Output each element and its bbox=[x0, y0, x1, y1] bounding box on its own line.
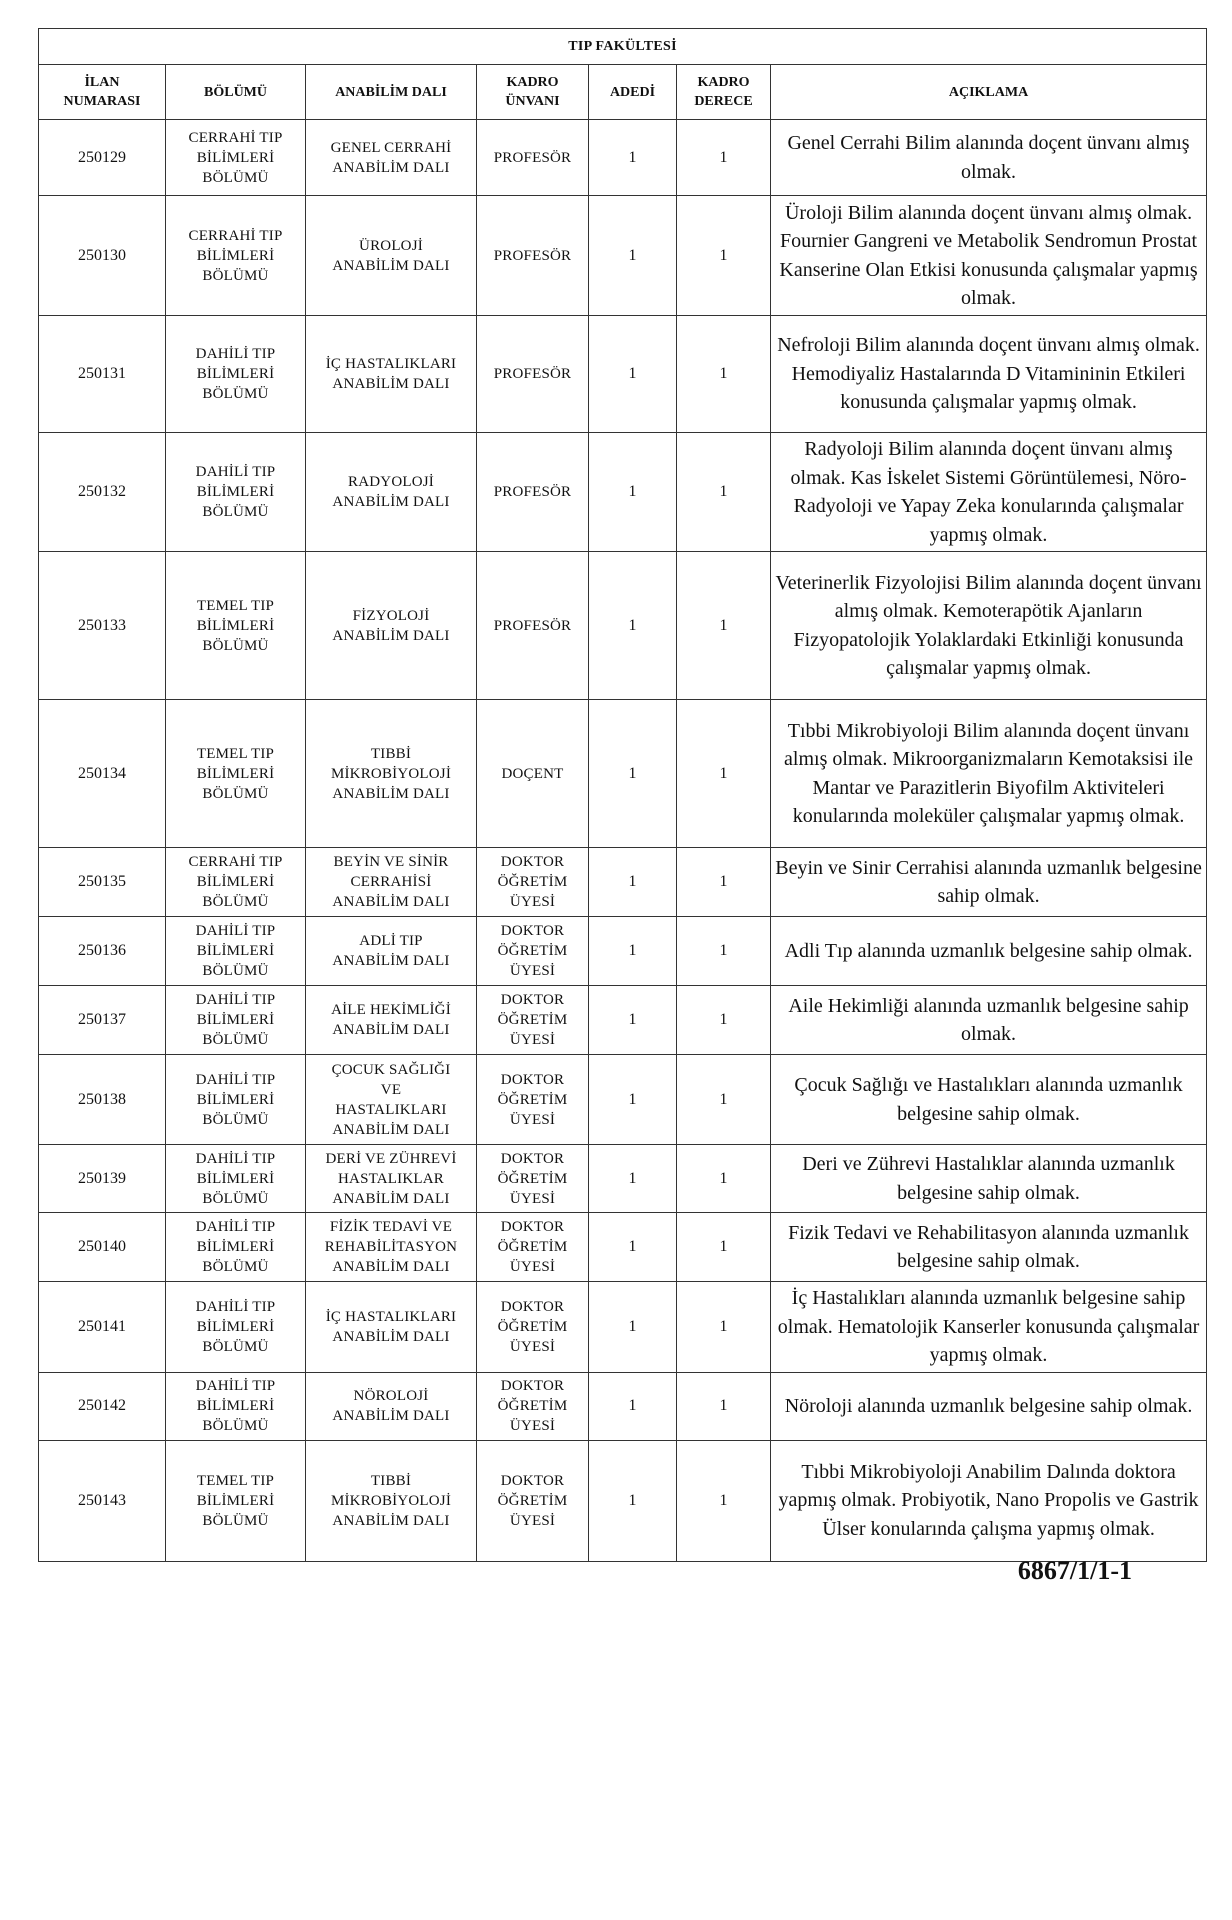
anabilim-cell: ADLİ TIP ANABİLİM DALI bbox=[306, 917, 477, 986]
kadro-unvani-cell: DOKTOR ÖĞRETİM ÜYESİ bbox=[477, 848, 589, 917]
kadro-unvani-cell: DOKTOR ÖĞRETİM ÜYESİ bbox=[477, 917, 589, 986]
anabilim-cell: FİZİK TEDAVİ VE REHABİLİTASYON ANABİLİM DALI bbox=[306, 1213, 477, 1282]
column-header-anabilim: ANABİLİM DALI bbox=[306, 65, 477, 120]
ilan-number: 250136 bbox=[39, 917, 166, 986]
aciklama-cell: Radyoloji Bilim alanında doçent ünvanı almış olmak. Kas İskelet Sistemi Görüntülemesi, Nöro-Radyoloji ve Yapay Zeka konularında çalışmalar yapmış olmak. bbox=[771, 433, 1207, 552]
anabilim-cell: TIBBİ MİKROBİYOLOJİ ANABİLİM DALI bbox=[306, 1440, 477, 1561]
bolum-cell: DAHİLİ TIP BİLİMLERİ BÖLÜMÜ bbox=[166, 1282, 306, 1373]
aciklama-cell: Aile Hekimliği alanında uzmanlık belgesine sahip olmak. bbox=[771, 986, 1207, 1055]
anabilim-cell: FİZYOLOJİ ANABİLİM DALI bbox=[306, 552, 477, 700]
table-row bbox=[39, 552, 1207, 700]
aciklama-cell: Beyin ve Sinir Cerrahisi alanında uzmanlık belgesine sahip olmak. bbox=[771, 848, 1207, 917]
derece-cell: 1 bbox=[677, 848, 771, 917]
anabilim-cell: BEYİN VE SİNİR CERRAHİSİ ANABİLİM DALI bbox=[306, 848, 477, 917]
anabilim-cell: RADYOLOJİ ANABİLİM DALI bbox=[306, 433, 477, 552]
bolum-cell: DAHİLİ TIP BİLİMLERİ BÖLÜMÜ bbox=[166, 917, 306, 986]
derece-cell: 1 bbox=[677, 1440, 771, 1561]
aciklama-cell: Tıbbi Mikrobiyoloji Anabilim Dalında doktora yapmış olmak. Probiyotik, Nano Propolis ve Gastrik Ülser konularında çalışma yapmış olmak. bbox=[771, 1440, 1207, 1561]
anabilim-cell: İÇ HASTALIKLARI ANABİLİM DALI bbox=[306, 316, 477, 433]
aciklama-cell: Fizik Tedavi ve Rehabilitasyon alanında uzmanlık belgesine sahip olmak. bbox=[771, 1213, 1207, 1282]
table-row bbox=[39, 433, 1207, 552]
adedi-cell: 1 bbox=[589, 1440, 677, 1561]
aciklama-cell: Tıbbi Mikrobiyoloji Bilim alanında doçent ünvanı almış olmak. Mikroorganizmaların Kemotaksisi ile Mantar ve Parazitlerin Biyofilm Aktiviteleri konularında moleküler çalışmalar yapmış olmak. bbox=[771, 700, 1207, 848]
bolum-cell: DAHİLİ TIP BİLİMLERİ BÖLÜMÜ bbox=[166, 433, 306, 552]
anabilim-cell: ÜROLOJİ ANABİLİM DALI bbox=[306, 196, 477, 316]
derece-cell: 1 bbox=[677, 917, 771, 986]
anabilim-cell: GENEL CERRAHİ ANABİLİM DALI bbox=[306, 120, 477, 196]
kadro-unvani-cell: PROFESÖR bbox=[477, 316, 589, 433]
table-row bbox=[39, 917, 1207, 986]
bolum-cell: DAHİLİ TIP BİLİMLERİ BÖLÜMÜ bbox=[166, 1372, 306, 1440]
derece-cell: 1 bbox=[677, 1055, 771, 1145]
faculty-title: TIP FAKÜLTESİ bbox=[39, 29, 1207, 65]
kadro-unvani-cell: PROFESÖR bbox=[477, 552, 589, 700]
table-row bbox=[39, 1213, 1207, 1282]
adedi-cell: 1 bbox=[589, 1282, 677, 1373]
bolum-cell: DAHİLİ TIP BİLİMLERİ BÖLÜMÜ bbox=[166, 1055, 306, 1145]
ilan-number: 250130 bbox=[39, 196, 166, 316]
derece-cell: 1 bbox=[677, 1282, 771, 1373]
column-header-aciklama: AÇIKLAMA bbox=[771, 65, 1207, 120]
derece-cell: 1 bbox=[677, 196, 771, 316]
bolum-cell: DAHİLİ TIP BİLİMLERİ BÖLÜMÜ bbox=[166, 1213, 306, 1282]
ilan-number: 250131 bbox=[39, 316, 166, 433]
derece-cell: 1 bbox=[677, 986, 771, 1055]
ilan-number: 250143 bbox=[39, 1440, 166, 1561]
adedi-cell: 1 bbox=[589, 1372, 677, 1440]
bolum-cell: TEMEL TIP BİLİMLERİ BÖLÜMÜ bbox=[166, 1440, 306, 1561]
adedi-cell: 1 bbox=[589, 433, 677, 552]
ilan-number: 250132 bbox=[39, 433, 166, 552]
adedi-cell: 1 bbox=[589, 700, 677, 848]
aciklama-cell: Nefroloji Bilim alanında doçent ünvanı almış olmak. Hemodiyaliz Hastalarında D Vitamininin Etkileri konusunda çalışmalar yapmış olmak. bbox=[771, 316, 1207, 433]
ilan-number: 250134 bbox=[39, 700, 166, 848]
table-row bbox=[39, 1055, 1207, 1145]
ilan-number: 250137 bbox=[39, 986, 166, 1055]
aciklama-cell: İç Hastalıkları alanında uzmanlık belgesine sahip olmak. Hematolojik Kanserler konusunda çalışmalar yapmış olmak. bbox=[771, 1282, 1207, 1373]
derece-cell: 1 bbox=[677, 1213, 771, 1282]
kadro-unvani-cell: PROFESÖR bbox=[477, 433, 589, 552]
ilan-number: 250129 bbox=[39, 120, 166, 196]
kadro-unvani-cell: PROFESÖR bbox=[477, 120, 589, 196]
table-row bbox=[39, 848, 1207, 917]
adedi-cell: 1 bbox=[589, 120, 677, 196]
adedi-cell: 1 bbox=[589, 1213, 677, 1282]
ilan-number: 250140 bbox=[39, 1213, 166, 1282]
table-row bbox=[39, 120, 1207, 196]
derece-cell: 1 bbox=[677, 552, 771, 700]
derece-cell: 1 bbox=[677, 1145, 771, 1213]
table-row bbox=[39, 316, 1207, 433]
derece-cell: 1 bbox=[677, 433, 771, 552]
adedi-cell: 1 bbox=[589, 1055, 677, 1145]
derece-cell: 1 bbox=[677, 316, 771, 433]
ilan-number: 250141 bbox=[39, 1282, 166, 1373]
kadro-unvani-cell: DOKTOR ÖĞRETİM ÜYESİ bbox=[477, 1055, 589, 1145]
faculty-positions-table bbox=[38, 28, 1207, 1562]
bolum-cell: CERRAHİ TIP BİLİMLERİ BÖLÜMÜ bbox=[166, 196, 306, 316]
announcement-document bbox=[38, 28, 1206, 1562]
ilan-number: 250142 bbox=[39, 1372, 166, 1440]
derece-cell: 1 bbox=[677, 700, 771, 848]
derece-cell: 1 bbox=[677, 1372, 771, 1440]
footer-reference-code: 6867/1/1-1 bbox=[1017, 1556, 1132, 1585]
adedi-cell: 1 bbox=[589, 917, 677, 986]
bolum-cell: CERRAHİ TIP BİLİMLERİ BÖLÜMÜ bbox=[166, 848, 306, 917]
anabilim-cell: İÇ HASTALIKLARI ANABİLİM DALI bbox=[306, 1282, 477, 1373]
table-row bbox=[39, 1282, 1207, 1373]
anabilim-cell: ÇOCUK SAĞLIĞI VE HASTALIKLARI ANABİLİM DALI bbox=[306, 1055, 477, 1145]
kadro-unvani-cell: DOKTOR ÖĞRETİM ÜYESİ bbox=[477, 1282, 589, 1373]
kadro-unvani-cell: DOÇENT bbox=[477, 700, 589, 848]
bolum-cell: DAHİLİ TIP BİLİMLERİ BÖLÜMÜ bbox=[166, 316, 306, 433]
table-row bbox=[39, 986, 1207, 1055]
ilan-number: 250139 bbox=[39, 1145, 166, 1213]
table-row bbox=[39, 700, 1207, 848]
ilan-number: 250133 bbox=[39, 552, 166, 700]
anabilim-cell: NÖROLOJİ ANABİLİM DALI bbox=[306, 1372, 477, 1440]
bolum-cell: TEMEL TIP BİLİMLERİ BÖLÜMÜ bbox=[166, 552, 306, 700]
bolum-cell: CERRAHİ TIP BİLİMLERİ BÖLÜMÜ bbox=[166, 120, 306, 196]
column-header-kadro-derece: KADRO DERECE bbox=[677, 65, 771, 120]
adedi-cell: 1 bbox=[589, 316, 677, 433]
kadro-unvani-cell: DOKTOR ÖĞRETİM ÜYESİ bbox=[477, 1213, 589, 1282]
bolum-cell: DAHİLİ TIP BİLİMLERİ BÖLÜMÜ bbox=[166, 1145, 306, 1213]
column-header-ilan: İLAN NUMARASI bbox=[39, 65, 166, 120]
adedi-cell: 1 bbox=[589, 986, 677, 1055]
aciklama-cell: Veterinerlik Fizyolojisi Bilim alanında doçent ünvanı almış olmak. Kemoterapötik Ajanların Fizyopatolojik Yolaklardaki Etkinliği konusunda çalışmalar yapmış olmak. bbox=[771, 552, 1207, 700]
aciklama-cell: Üroloji Bilim alanında doçent ünvanı almış olmak. Fournier Gangreni ve Metabolik Sendromun Prostat Kanserine Olan Etkisi konusunda çalışmalar yapmış olmak. bbox=[771, 196, 1207, 316]
aciklama-cell: Çocuk Sağlığı ve Hastalıkları alanında uzmanlık belgesine sahip olmak. bbox=[771, 1055, 1207, 1145]
anabilim-cell: AİLE HEKİMLİĞİ ANABİLİM DALI bbox=[306, 986, 477, 1055]
kadro-unvani-cell: DOKTOR ÖĞRETİM ÜYESİ bbox=[477, 1372, 589, 1440]
kadro-unvani-cell: DOKTOR ÖĞRETİM ÜYESİ bbox=[477, 1145, 589, 1213]
anabilim-cell: DERİ VE ZÜHREVİ HASTALIKLAR ANABİLİM DALI bbox=[306, 1145, 477, 1213]
derece-cell: 1 bbox=[677, 120, 771, 196]
adedi-cell: 1 bbox=[589, 552, 677, 700]
aciklama-cell: Adli Tıp alanında uzmanlık belgesine sahip olmak. bbox=[771, 917, 1207, 986]
adedi-cell: 1 bbox=[589, 1145, 677, 1213]
bolum-cell: TEMEL TIP BİLİMLERİ BÖLÜMÜ bbox=[166, 700, 306, 848]
table-row bbox=[39, 1440, 1207, 1561]
column-header-bolum: BÖLÜMÜ bbox=[166, 65, 306, 120]
aciklama-cell: Nöroloji alanında uzmanlık belgesine sahip olmak. bbox=[771, 1372, 1207, 1440]
table-header-row bbox=[39, 65, 1207, 120]
table-row bbox=[39, 196, 1207, 316]
kadro-unvani-cell: DOKTOR ÖĞRETİM ÜYESİ bbox=[477, 1440, 589, 1561]
adedi-cell: 1 bbox=[589, 848, 677, 917]
column-header-kadro-unvani: KADRO ÜNVANI bbox=[477, 65, 589, 120]
ilan-number: 250138 bbox=[39, 1055, 166, 1145]
table-row bbox=[39, 1145, 1207, 1213]
adedi-cell: 1 bbox=[589, 196, 677, 316]
anabilim-cell: TIBBİ MİKROBİYOLOJİ ANABİLİM DALI bbox=[306, 700, 477, 848]
table-row bbox=[39, 1372, 1207, 1440]
kadro-unvani-cell: PROFESÖR bbox=[477, 196, 589, 316]
aciklama-cell: Deri ve Zührevi Hastalıklar alanında uzmanlık belgesine sahip olmak. bbox=[771, 1145, 1207, 1213]
ilan-number: 250135 bbox=[39, 848, 166, 917]
column-header-adedi: ADEDİ bbox=[589, 65, 677, 120]
kadro-unvani-cell: DOKTOR ÖĞRETİM ÜYESİ bbox=[477, 986, 589, 1055]
bolum-cell: DAHİLİ TIP BİLİMLERİ BÖLÜMÜ bbox=[166, 986, 306, 1055]
aciklama-cell: Genel Cerrahi Bilim alanında doçent ünvanı almış olmak. bbox=[771, 120, 1207, 196]
